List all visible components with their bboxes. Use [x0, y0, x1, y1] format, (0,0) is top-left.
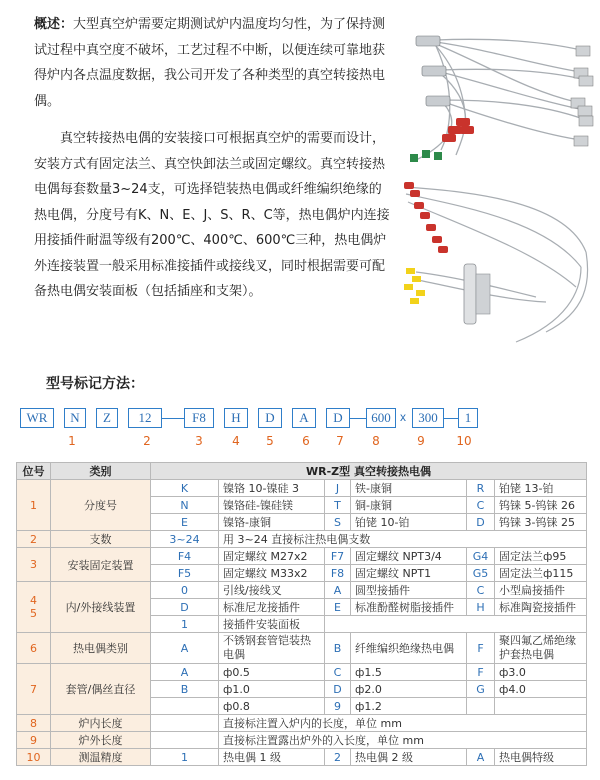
code-box-8: A — [292, 408, 316, 428]
code-position-10: 10 — [456, 434, 472, 448]
option-desc: 标准酚醛树脂接插件 — [351, 599, 467, 616]
code-position-8: 8 — [372, 434, 380, 448]
code-position-7: 7 — [336, 434, 344, 448]
option-desc: 用 3~24 直接标注热电偶支数 — [219, 531, 587, 548]
empty-cell — [151, 732, 219, 749]
table-header-row — [17, 463, 587, 480]
code-position-9: 9 — [417, 434, 425, 448]
table-row — [17, 582, 587, 599]
option-code: 1 — [151, 749, 219, 766]
code-link — [444, 418, 458, 419]
option-code: 0 — [151, 582, 219, 599]
option-desc: ф0.8 — [219, 698, 325, 715]
code-position-4: 4 — [232, 434, 240, 448]
row-category: 热电偶类别 — [51, 633, 151, 664]
code-position-5: 5 — [266, 434, 274, 448]
option-desc: 镍铬硅-镍硅镁 — [219, 497, 325, 514]
option-code: F — [467, 633, 495, 664]
option-code — [151, 698, 219, 715]
option-code: E — [325, 599, 351, 616]
code-box-9: D — [326, 408, 350, 428]
table-row — [17, 664, 587, 681]
option-desc: 固定法兰ф95 — [495, 548, 587, 565]
option-code: H — [467, 599, 495, 616]
option-code: B — [325, 633, 351, 664]
option-desc: ф3.0 — [495, 664, 587, 681]
option-code: 2 — [325, 749, 351, 766]
row-category: 炉外长度 — [51, 732, 151, 749]
code-position-6: 6 — [302, 434, 310, 448]
code-box-11: 300 — [412, 408, 444, 428]
option-desc: 镍铬 10-镍硅 3 — [219, 480, 325, 497]
option-code: C — [467, 497, 495, 514]
intro-label: 概述： — [34, 17, 74, 32]
row-category: 分度号 — [51, 480, 151, 531]
option-code: C — [325, 664, 351, 681]
option-desc — [495, 698, 587, 715]
row-category: 内/外接线装置 — [51, 582, 151, 633]
option-code: F — [467, 664, 495, 681]
option-code: 1 — [151, 616, 219, 633]
option-code: G — [467, 681, 495, 698]
table-row — [17, 633, 587, 664]
row-number-4: 4 — [30, 594, 37, 607]
row-category: 测温精度 — [51, 749, 151, 766]
row-number: 6 — [17, 633, 51, 664]
spec-table — [16, 462, 587, 766]
option-desc: 聚四氟乙烯绝缘护套热电偶 — [495, 633, 587, 664]
option-desc: 热电偶特级 — [495, 749, 587, 766]
intro-para-1-text: 大型真空炉需要定期测试炉内温度均匀性，为了保持测试过程中真空度不破坏，工艺过程不中断，以便连续可靠地获得炉内各点温度数据，我公司开发了各种类型的真空转接热电偶。 — [34, 17, 386, 109]
code-link — [350, 418, 366, 419]
option-desc: 接插件安装面板 — [219, 616, 325, 633]
option-desc: 直接标注置入炉内的长度，单位 mm — [219, 715, 587, 732]
option-code: G5 — [467, 565, 495, 582]
product-photo-1 — [396, 10, 596, 170]
option-code: A — [325, 582, 351, 599]
method-title: 型号标记方法： — [46, 376, 144, 392]
option-code: F4 — [151, 548, 219, 565]
empty-cell — [151, 715, 219, 732]
option-code: F8 — [325, 565, 351, 582]
option-code: T — [325, 497, 351, 514]
intro-text — [34, 12, 394, 305]
option-code: D — [151, 599, 219, 616]
code-box-10: 600 — [366, 408, 396, 428]
option-code: B — [151, 681, 219, 698]
row-number: 9 — [17, 732, 51, 749]
row-number: 10 — [17, 749, 51, 766]
option-code: F5 — [151, 565, 219, 582]
option-code: S — [325, 514, 351, 531]
option-code: D — [467, 514, 495, 531]
table-row — [17, 732, 587, 749]
option-desc: 热电偶 1 级 — [219, 749, 325, 766]
option-code: A — [467, 749, 495, 766]
code-position-1: 1 — [68, 434, 76, 448]
code-box-7: D — [258, 408, 282, 428]
row-number: 8 — [17, 715, 51, 732]
code-box-4: 12 — [128, 408, 162, 428]
code-box-1: WR — [20, 408, 54, 428]
option-desc: 圆型接插件 — [351, 582, 467, 599]
row-number: 3 — [17, 548, 51, 582]
option-code: 3~24 — [151, 531, 219, 548]
option-desc: 直接标注置露出炉外的入长度，单位 mm — [219, 732, 587, 749]
table-row — [17, 715, 587, 732]
option-desc: ф1.2 — [351, 698, 467, 715]
option-desc: 引线/接线叉 — [219, 582, 325, 599]
option-desc: 铜-康铜 — [351, 497, 467, 514]
option-code: C — [467, 582, 495, 599]
option-code: R — [467, 480, 495, 497]
option-code: N — [151, 497, 219, 514]
row-number: 7 — [17, 664, 51, 715]
code-position-3: 3 — [195, 434, 203, 448]
option-desc: ф1.5 — [351, 664, 467, 681]
option-desc: 钨铼 3-钨铼 25 — [495, 514, 587, 531]
code-separator: x — [400, 410, 406, 424]
header-position: 位号 — [17, 463, 51, 480]
code-box-6: H — [224, 408, 248, 428]
row-category: 炉内长度 — [51, 715, 151, 732]
option-desc: 铂铑 13-铂 — [495, 480, 587, 497]
option-code: G4 — [467, 548, 495, 565]
header-product: WR-Z型 真空转接热电偶 — [151, 463, 587, 480]
option-desc: 固定螺纹 NPT3/4 — [351, 548, 467, 565]
option-desc: ф2.0 — [351, 681, 467, 698]
intro-para-1 — [34, 12, 394, 114]
code-position-2: 2 — [143, 434, 151, 448]
option-code: A — [151, 633, 219, 664]
code-box-12: 1 — [458, 408, 478, 428]
table-row — [17, 548, 587, 565]
empty-cell — [325, 616, 587, 633]
option-desc: 钨铼 5-钨铼 26 — [495, 497, 587, 514]
option-desc: 标准陶瓷接插件 — [495, 599, 587, 616]
option-desc: 镍铬-康铜 — [219, 514, 325, 531]
header-category: 类别 — [51, 463, 151, 480]
option-code: D — [325, 681, 351, 698]
row-number — [17, 582, 51, 633]
option-desc: 热电偶 2 级 — [351, 749, 467, 766]
option-desc: 固定螺纹 M33x2 — [219, 565, 325, 582]
option-code: E — [151, 514, 219, 531]
option-desc: 铂铑 10-铂 — [351, 514, 467, 531]
table-row — [17, 480, 587, 497]
intro-para-2: 真空转接热电偶的安装接口可根据真空炉的需要而设计，安装方式有固定法兰、真空快卸法兰或固定螺纹。真空转接热电偶每套数量3~24支，可选择铠装热电偶或纤维编织绝缘的热电偶，分度号有K、N、E、J、S、R、C等，热电偶炉内连接用接插件耐温等级有200℃、400℃、600℃三种，热电偶炉外连接装置一般采用标准接插件或接线叉，同时根据需要可配备热电偶安装面板（包括插座和支架）。 — [34, 131, 390, 299]
table-row — [17, 749, 587, 766]
option-code: 9 — [325, 698, 351, 715]
option-desc: 固定法兰ф115 — [495, 565, 587, 582]
table-row — [17, 531, 587, 548]
row-category: 安装固定装置 — [51, 548, 151, 582]
option-desc: 小型扁接插件 — [495, 582, 587, 599]
option-desc: 纤维编织绝缘热电偶 — [351, 633, 467, 664]
option-code: F7 — [325, 548, 351, 565]
row-category: 支数 — [51, 531, 151, 548]
option-code: K — [151, 480, 219, 497]
row-category: 套管/偶丝直径 — [51, 664, 151, 715]
option-code — [467, 698, 495, 715]
option-code: J — [325, 480, 351, 497]
model-code-diagram — [20, 408, 490, 430]
option-desc: ф4.0 — [495, 681, 587, 698]
row-number: 1 — [17, 480, 51, 531]
option-desc: ф1.0 — [219, 681, 325, 698]
option-desc: 不锈钢套管铠装热电偶 — [219, 633, 325, 664]
option-desc: 固定螺纹 NPT1 — [351, 565, 467, 582]
code-box-3: Z — [96, 408, 118, 428]
option-desc: 标准尼龙接插件 — [219, 599, 325, 616]
row-number-5: 5 — [30, 607, 37, 620]
code-box-5: F8 — [184, 408, 214, 428]
option-desc: 铁-康铜 — [351, 480, 467, 497]
option-desc: 固定螺纹 M27x2 — [219, 548, 325, 565]
product-photo-2 — [396, 172, 596, 350]
code-box-2: N — [64, 408, 86, 428]
option-code: A — [151, 664, 219, 681]
option-desc: ф0.5 — [219, 664, 325, 681]
code-link — [162, 418, 184, 419]
row-number: 2 — [17, 531, 51, 548]
